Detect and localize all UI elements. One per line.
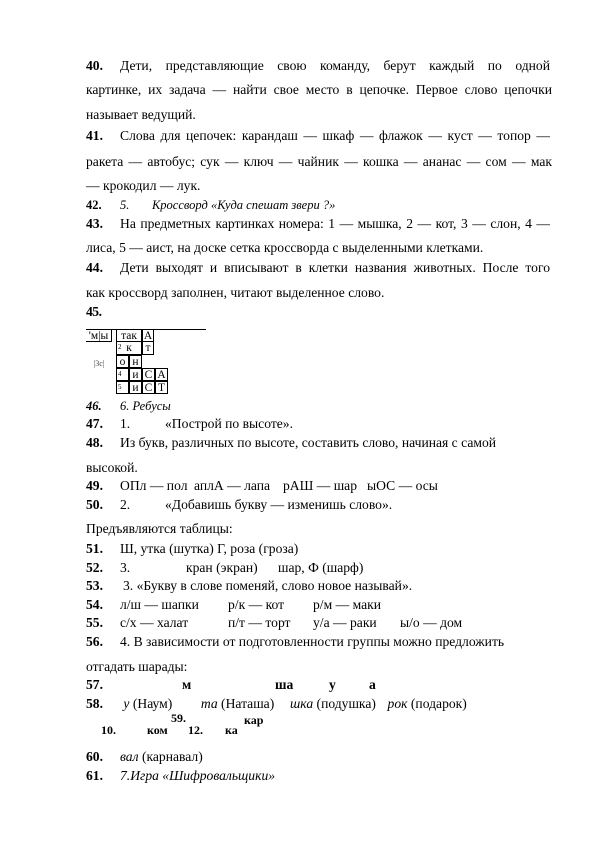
item-number: 12. — [188, 723, 203, 737]
section-number: 5. — [120, 198, 130, 212]
crossword-cell: т — [142, 342, 154, 355]
crossword-cell: А — [155, 368, 168, 381]
item-54 — [86, 597, 381, 613]
word-pair: р/к — кот — [228, 597, 285, 612]
charade-fragment: та — [200, 696, 218, 711]
charade-part: кар — [244, 713, 264, 727]
item-number: 53. — [86, 578, 103, 593]
crossword-clue-number: 5 — [118, 383, 122, 391]
charade-part: ка — [225, 723, 238, 737]
item-41-line-3: — крокодил — лук. — [86, 178, 201, 193]
item-48-line-2: высокой. — [86, 460, 138, 475]
item-49 — [86, 478, 438, 494]
item-52 — [86, 560, 363, 576]
crossword-clue-number: 4 — [118, 370, 122, 378]
item-40-line-3: называет ведущий. — [86, 107, 196, 122]
charade-part: а — [369, 677, 376, 692]
tables-intro: Предъявляются таблицы: — [86, 521, 233, 536]
item-51 — [86, 541, 298, 557]
item-number: 48. — [86, 435, 103, 450]
item-number: 60. — [86, 749, 103, 764]
item-number: 61. — [86, 768, 103, 783]
charade-answer: (карнавал) — [141, 749, 203, 764]
item-text: 3. «Букву в слове поменяй, слово новое называй». — [123, 578, 413, 593]
word-pair: кран (экран) — [186, 560, 258, 575]
word-pair: у/а — раки — [313, 615, 377, 630]
item-48-line-1 — [86, 435, 496, 451]
crossword-cell: и — [129, 381, 142, 394]
item-number: 57. — [86, 677, 103, 692]
item-41-line-2: ракета — автобус; сук — ключ — чайник — кошка — ананас — сом — мак — [86, 154, 552, 169]
item-number: 10. — [101, 723, 116, 737]
item-text: Дети, представляющие свою команду, берут каждый по одной — [120, 58, 550, 73]
item-61 — [86, 768, 275, 784]
sub-number: 2. — [120, 497, 131, 512]
item-text: На предметных картинках номера: 1 — мышка, 2 — кот, 3 — слон, 4 — — [120, 216, 550, 231]
item-57 — [86, 677, 376, 693]
item-50 — [86, 497, 392, 513]
crossword-cell: Т — [155, 381, 168, 394]
item-text: Из букв, различных по высоте, составить слово, начиная с самой — [120, 435, 497, 450]
item-40-line-2: картинке, их задача — найти свое место в цепочке. Первое слово цепочки — [86, 82, 552, 97]
charade-fragment: вал — [120, 749, 139, 764]
crossword-cell: |3с| — [93, 359, 105, 368]
crossword-cell — [116, 368, 129, 381]
item-44-line-2: как кроссворд заполнен, читают выделенное слово. — [86, 285, 385, 300]
charade-answer: (подарок) — [410, 696, 467, 711]
crossword-letter: к — [126, 342, 132, 354]
section-title: 6. Ребусы — [120, 399, 171, 413]
item-41-line-1 — [86, 128, 552, 144]
word-pair: с/х — халат — [120, 615, 189, 630]
item-number: 51. — [86, 541, 103, 556]
item-43-line-2: лиса, 5 — аист, на доске сетка кроссворда с выделенными клетками. — [86, 240, 484, 255]
section-title: Кроссворд «Куда спешат звери ?» — [152, 198, 336, 212]
word-pair: ОПл — пол — [120, 478, 188, 493]
word-pair: л/ш — шапки — [120, 597, 199, 612]
crossword-cell: С — [142, 381, 155, 394]
item-56-line-2: отгадать шарады: — [86, 659, 188, 674]
item-59-number: 59. — [171, 711, 186, 725]
crossword-cell: А — [143, 330, 153, 342]
word-pair: ы/о — дом — [400, 615, 463, 630]
item-number: 49. — [86, 478, 103, 493]
item-40-line-1 — [86, 58, 552, 74]
crossword-cell: 'м|ы — [86, 329, 112, 342]
item-number: 58. — [86, 696, 103, 711]
item-number: 55. — [86, 615, 103, 630]
item-46 — [86, 398, 171, 414]
crossword-cell: так — [116, 329, 142, 342]
crossword-clue-number: 2 — [118, 343, 122, 351]
item-text: Слова для цепочек: карандаш — шкаф — флажок — куст — топор — — [120, 128, 550, 143]
item-number: 47. — [86, 416, 103, 431]
item-44-line-1 — [86, 260, 552, 276]
item-text: «Построй по высоте». — [165, 416, 293, 431]
crossword-cell — [116, 342, 142, 355]
item-58 — [86, 696, 467, 712]
charade-part: у — [329, 677, 336, 692]
crossword-cell — [116, 381, 129, 394]
crossword-cell: и — [129, 368, 142, 381]
item-56-line-1 — [86, 634, 504, 650]
charade-fragment: рок — [387, 696, 408, 711]
word-pair: ыОС — осы — [367, 478, 438, 493]
charade-fragment: у — [123, 696, 130, 711]
charade-part: ком — [147, 723, 168, 737]
charade-part: ша — [275, 677, 294, 692]
item-number: 41. — [86, 128, 103, 143]
item-text: Ш, утка (шутка) Г, роза (гроза) — [120, 541, 299, 556]
word-pair: аплА — лапа — [194, 478, 271, 493]
item-number: 40. — [86, 58, 103, 73]
item-number: 42. — [86, 198, 102, 212]
item-45-number: 45. — [86, 304, 102, 319]
charade-answer: (Наташа) — [221, 696, 275, 711]
word-pair: п/т — торт — [228, 615, 291, 630]
charade-answer: (Наум) — [132, 696, 173, 711]
item-number: 43. — [86, 216, 103, 231]
word-pair: р/м — маки — [313, 597, 381, 612]
sub-number: 1. — [120, 416, 131, 431]
crossword-cell: о — [116, 355, 129, 368]
item-43-line-1 — [86, 216, 552, 232]
item-53 — [86, 578, 412, 594]
item-number: 44. — [86, 260, 103, 275]
item-number: 54. — [86, 597, 103, 612]
item-text: 4. В зависимости от подготовленности группы можно предложить — [120, 634, 505, 649]
item-number: 46. — [86, 399, 102, 413]
charade-part: м — [182, 677, 192, 692]
crossword-cell: н — [129, 355, 142, 368]
item-text: Дети выходят и вписывают в клетки названия животных. После того — [120, 260, 550, 275]
charade-fragment: шка — [290, 696, 314, 711]
item-42 — [86, 197, 335, 213]
item-text: «Добавишь букву — изменишь слово». — [165, 497, 393, 512]
charade-answer: (подушка) — [316, 696, 376, 711]
item-number: 50. — [86, 497, 103, 512]
word-pair: рАШ — шар — [283, 478, 358, 493]
crossword-cell: С — [142, 368, 155, 381]
word-pair: шар, Ф (шарф) — [278, 560, 364, 575]
item-47 — [86, 416, 293, 432]
overlapping-fragment — [95, 719, 255, 743]
item-number: 56. — [86, 634, 103, 649]
item-60 — [86, 749, 203, 765]
sub-number: 3. — [120, 560, 131, 575]
section-title: 7.Игра «Шифровальщики» — [120, 768, 276, 783]
item-number: 52. — [86, 560, 103, 575]
item-55 — [86, 615, 462, 631]
